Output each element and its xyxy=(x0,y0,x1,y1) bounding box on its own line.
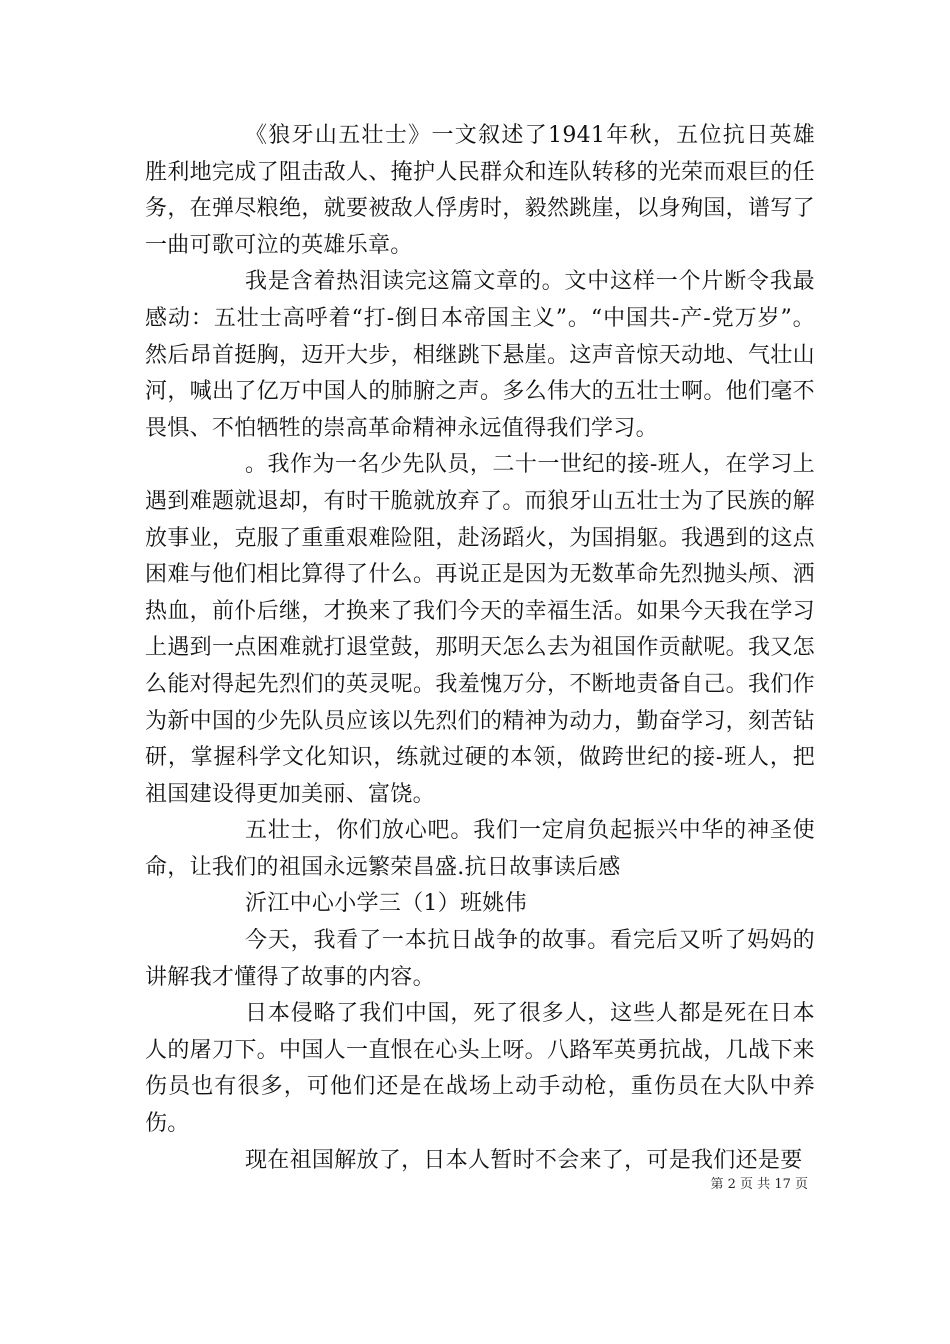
paragraph-2: 我是含着热泪读完这篇文章的。文中这样一个片断令我最感动：五壮士高呼着“打-倒日本帝国主义”。“中国共-产-党万岁”。然后昂首挺胸，迈开大步，相继跳下悬崖。这声音惊天动地、气壮山河，喊出了亿万中国人的肺腑之声。多么伟大的五壮士啊。他们毫不畏惧、不怕牺牲的崇高革命精神永远值得我们学习。 xyxy=(145,269,815,441)
paragraph-5: 今天，我看了一本抗日战争的故事。看完后又听了妈妈的讲解我才懂得了故事的内容。 xyxy=(145,928,815,990)
paragraph-1: 《狼牙山五壮士》一文叙述了1941年秋，五位抗日英雄胜利地完成了阻击敌人、掩护人民群众和连队转移的光荣而艰巨的任务，在弹尽粮绝，就要被敌人俘虏时，毅然跳崖，以身殉国，谱写了一曲可歌可泣的英雄乐章。 xyxy=(145,123,815,258)
paragraph-4: 五壮士，你们放心吧。我们一定肩负起振兴中华的神圣使命，让我们的祖国永远繁荣昌盛.抗日故事读后感 xyxy=(145,818,815,880)
paragraph-6: 日本侵略了我们中国，死了很多人，这些人都是死在日本人的屠刀下。中国人一直恨在心头上呀。八路军英勇抗战，几战下来伤员也有很多，可他们还是在战场上动手动枪，重伤员在大队中养伤。 xyxy=(145,1001,815,1137)
paragraph-3: 。我作为一名少先队员，二十一世纪的接-班人，在学习上遇到难题就退却，有时干脆就放弃了。而狼牙山五壮士为了民族的解放事业，克服了重重艰难险阻，赴汤蹈火，为国捐躯。我遇到的这点困难与他们相比算得了什么。再说正是因为无数革命先烈抛头颅、洒热血，前仆后继，才换来了我们今天的幸福生活。如果今天我在学习上遇到一点困难就打退堂鼓，那明天怎么去为祖国作贡献呢。我又怎么能对得起先烈们的英灵呢。我羞愧万分，不断地责备自己。我们作为新中国的少先队员应该以先烈们的精神为动力，勤奋学习，刻苦钻研，掌握科学文化知识，练就过硬的本领，做跨世纪的接-班人，把祖国建设得更加美丽、富饶。 xyxy=(145,452,815,807)
document-body xyxy=(145,118,815,1179)
paragraph-7: 现在祖国解放了，日本人暂时不会来了，可是我们还是要 xyxy=(245,1147,803,1173)
page-number-footer: 第 2 页 共 17 页 xyxy=(710,1177,808,1192)
author-byline: 沂江中心小学三（1）班姚伟 xyxy=(245,891,527,917)
